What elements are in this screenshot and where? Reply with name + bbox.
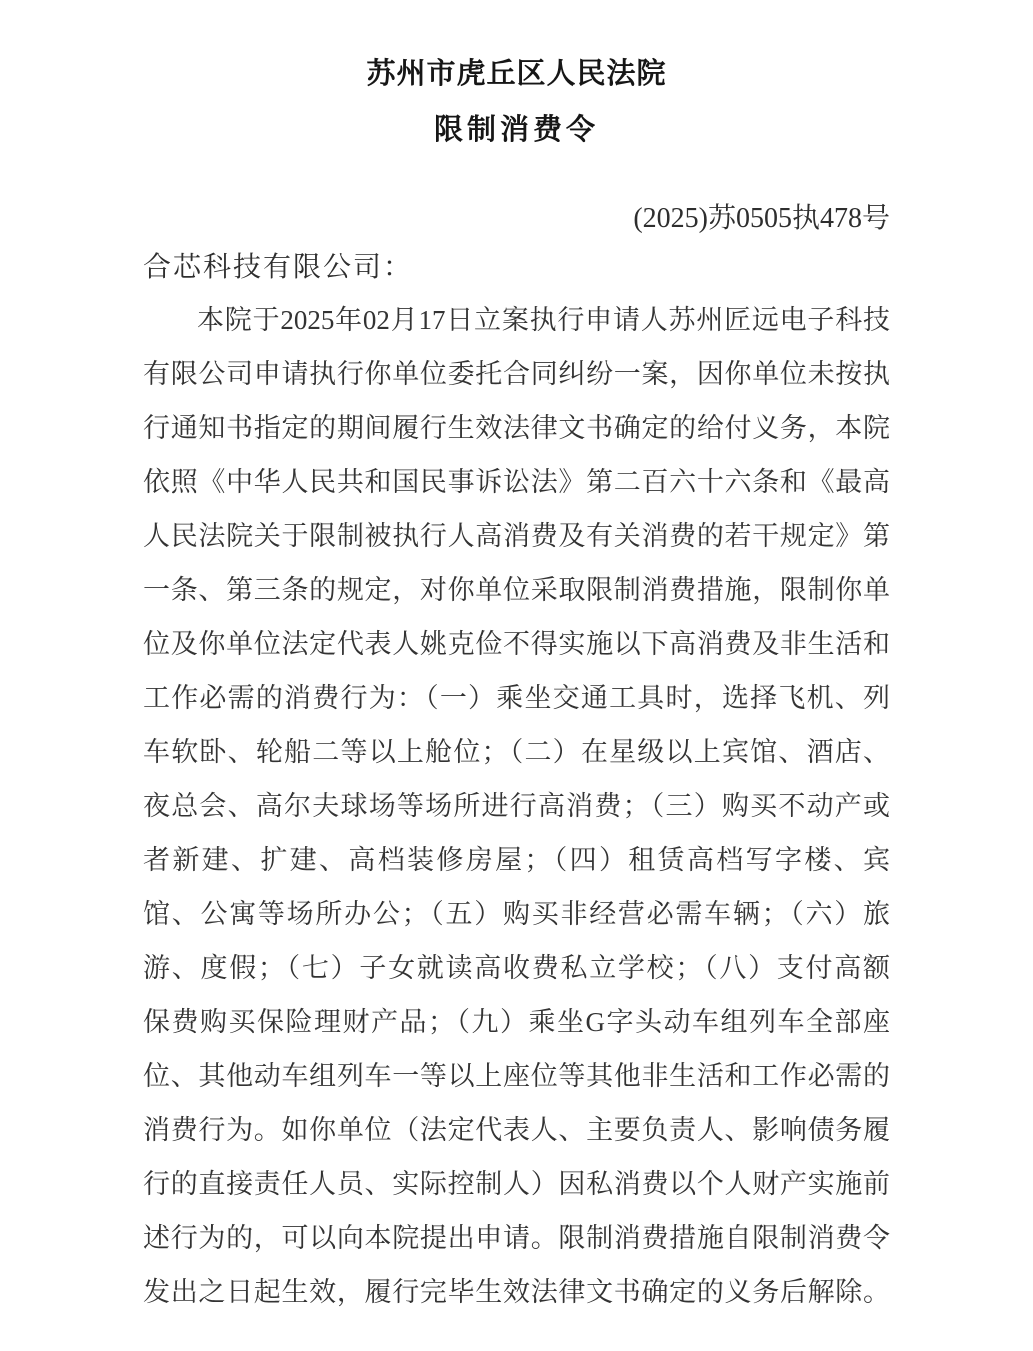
body-line: 有限公司申请执行你单位委托合同纠纷一案，因你单位未按执 bbox=[143, 359, 890, 389]
body-line: 述行为的，可以向本院提出申请。限制消费措施自限制消费令 bbox=[143, 1223, 890, 1253]
body-line: 行的直接责任人员、实际控制人）因私消费以个人财产实施前 bbox=[143, 1169, 890, 1199]
body-line: 位、其他动车组列车一等以上座位等其他非生活和工作必需的 bbox=[143, 1061, 890, 1091]
body-line: 消费行为。如你单位（法定代表人、主要负责人、影响债务履 bbox=[143, 1115, 890, 1145]
body-line: 发出之日起生效，履行完毕生效法律文书确定的义务后解除。 bbox=[143, 1277, 890, 1307]
body-line: 行通知书指定的期间履行生效法律文书确定的给付义务，本院 bbox=[143, 413, 890, 443]
body-line: 者新建、扩建、高档装修房屋；（四）租赁高档写字楼、宾 bbox=[143, 845, 890, 875]
body-line: 保费购买保险理财产品；（九）乘坐G字头动车组列车全部座 bbox=[143, 1007, 890, 1037]
body-line: 夜总会、高尔夫球场等场所进行高消费；（三）购买不动产或 bbox=[143, 791, 890, 821]
addressee-company: 合芯科技有限公司： bbox=[143, 252, 414, 283]
body-line: 一条、第三条的规定，对你单位采取限制消费措施，限制你单 bbox=[143, 575, 890, 605]
body-line: 馆、公寓等场所办公；（五）购买非经营必需车辆；（六）旅 bbox=[143, 899, 890, 929]
body-line: 游、度假；（七）子女就读高收费私立学校；（八）支付高额 bbox=[143, 953, 890, 983]
case-number: (2025)苏0505执478号 bbox=[633, 203, 890, 234]
body-line: 本院于2025年02月17日立案执行申请人苏州匠远电子科技 bbox=[197, 305, 890, 335]
body-line: 人民法院关于限制被执行人高消费及有关消费的若干规定》第 bbox=[143, 521, 890, 551]
body-line: 车软卧、轮船二等以上舱位；（二）在星级以上宾馆、酒店、 bbox=[143, 737, 890, 767]
body-line: 依照《中华人民共和国民事诉讼法》第二百六十六条和《最高 bbox=[143, 467, 890, 497]
document-body bbox=[143, 293, 890, 1319]
body-line: 工作必需的消费行为：（一）乘坐交通工具时，选择飞机、列 bbox=[143, 683, 890, 713]
court-name: 苏州市虎丘区人民法院 bbox=[366, 58, 667, 90]
body-line: 位及你单位法定代表人姚克俭不得实施以下高消费及非生活和 bbox=[143, 629, 890, 659]
document-title: 限制消费令 bbox=[433, 114, 599, 146]
